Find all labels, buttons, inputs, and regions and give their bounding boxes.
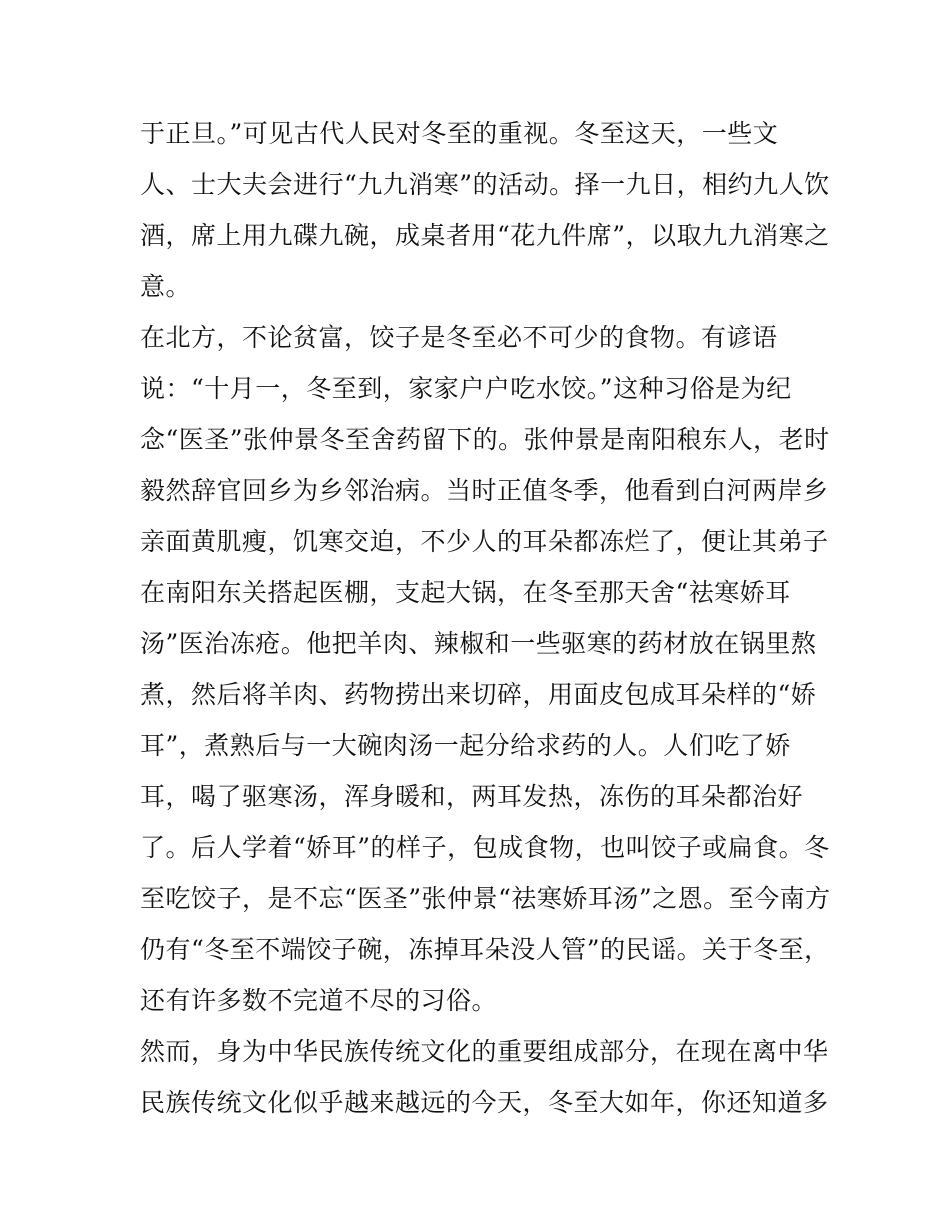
text-line: 在北方，不论贫富，饺子是冬至必不可少的食物。有谚语 [140,323,778,352]
text-line: 意。 [140,272,192,301]
text-line: 然而，身为中华民族传统文化的重要组成部分，在现在离中华 [140,1037,829,1066]
text-line: 还有许多数不完道不尽的习俗。 [140,986,498,1015]
text-line: 毅然辞官回乡为乡邻治病。当时正值冬季，他看到白河两岸乡 [140,476,829,505]
text-line: 民族传统文化似乎越来越远的今天，冬至大如年，你还知道多 [140,1088,829,1117]
text-line: 于正旦。”可见古代人民对冬至的重视。冬至这天，一些文 [140,119,779,148]
text-line: 念“医圣”张仲景冬至舍药留下的。张仲景是南阳稂东人，老时 [140,425,830,454]
text-line: 在南阳东关搭起医棚，支起大锅，在冬至那天舍“祛寒娇耳 [140,578,791,607]
text-line: 煮，然后将羊肉、药物捞出来切碎，用面皮包成耳朵样的“娇 [140,680,817,709]
text-line: 亲面黄肌瘦，饥寒交迫，不少人的耳朵都冻烂了，便让其弟子 [140,527,829,556]
text-line: 人、士大夫会进行“九九消寒”的活动。择一九日，相约九人饮 [140,170,830,199]
text-line: 至吃饺子，是不忘“医圣”张仲景“祛寒娇耳汤”之恩。至今南方 [140,884,831,913]
text-line: 说：“十月一，冬至到，家家户户吃水饺。”这种习俗是为纪 [140,374,792,403]
text-line: 耳”，煮熟后与一大碗肉汤一起分给求药的人。人们吃了娇 [140,731,791,760]
text-line: 耳，喝了驱寒汤，浑身暖和，两耳发热，冻伤的耳朵都治好 [140,782,804,811]
text-line: 仍有“冬至不端饺子碗，冻掉耳朵没人管”的民谣。关于冬至， [140,935,830,964]
text-line: 酒，席上用九碟九碗，成桌者用“花九件席”，以取九九消寒之 [140,221,830,250]
body-text [140,108,831,1128]
text-line: 汤”医治冻疮。他把羊肉、辣椒和一些驱寒的药材放在锅里熬 [140,629,817,658]
text-line: 了。后人学着“娇耳”的样子，包成食物，也叫饺子或扁食。冬 [140,833,830,862]
